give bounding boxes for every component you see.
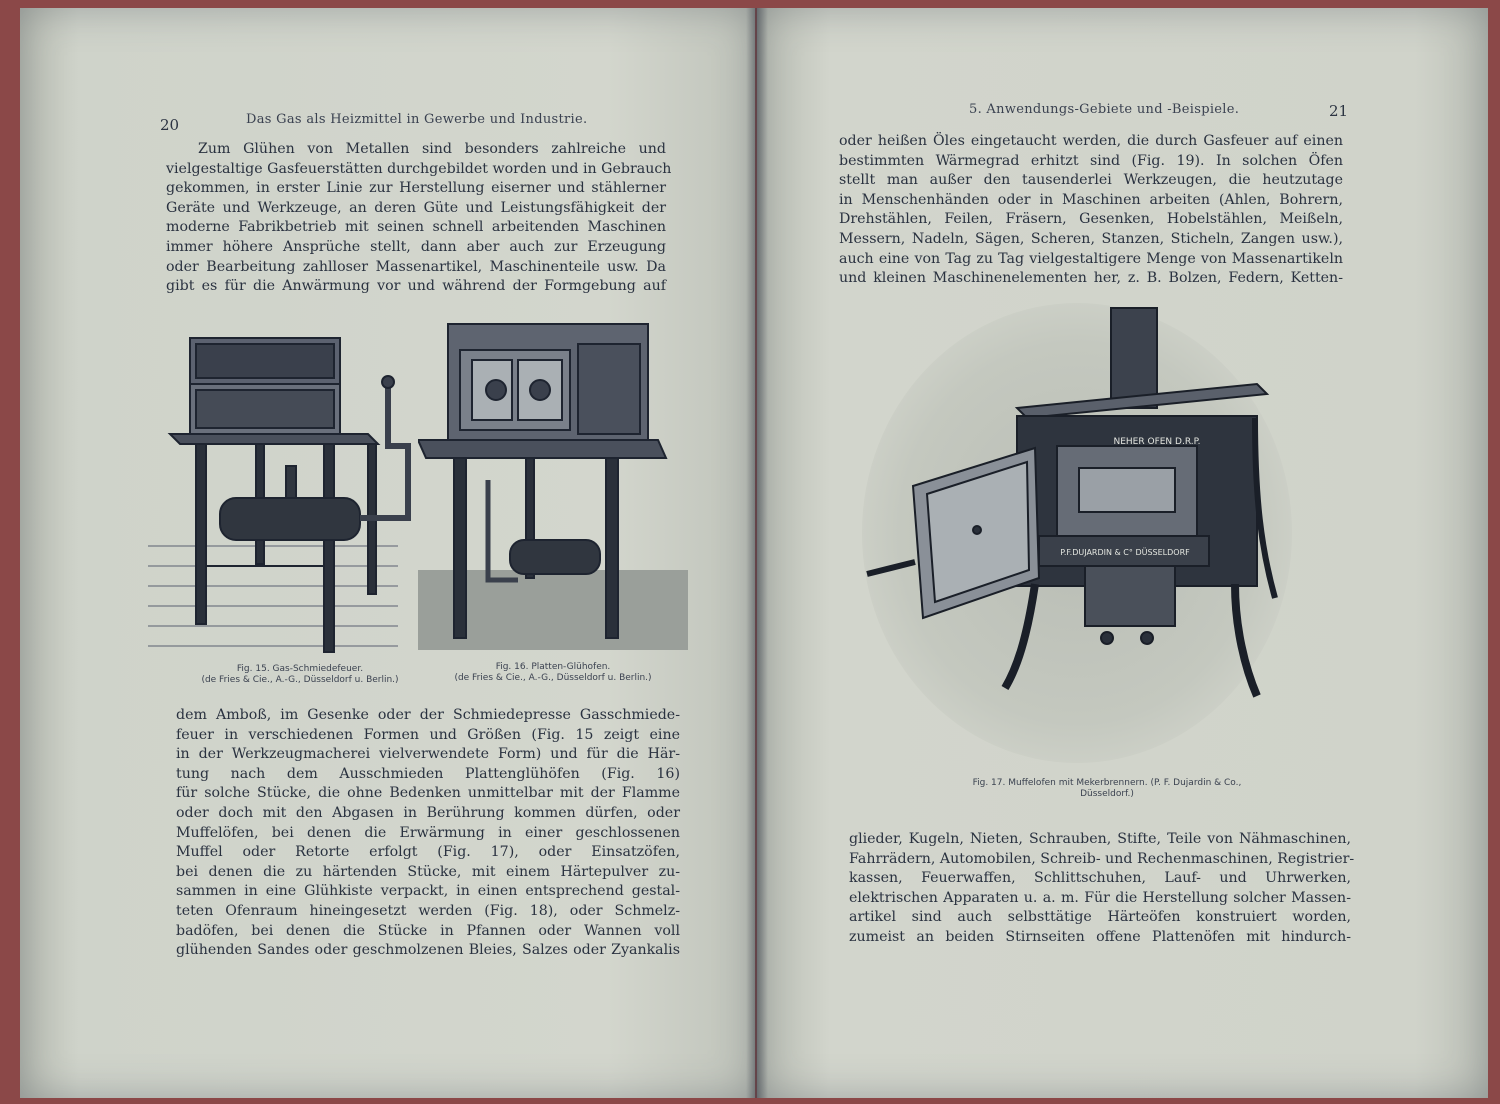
text-line: Fahrrädern, Automobilen, Schreib- und Rechenmaschinen, Registrier- (849, 850, 1355, 867)
text-line: tung nach dem Ausschmieden Plattenglühöfen (Fig. 16) (176, 765, 680, 782)
text-line: glieder, Kugeln, Nieten, Schrauben, Stifte, Teile von Nähmaschinen, (849, 831, 1351, 847)
text-line: oder doch mit den Abgasen in Berührung kommen dürfen, oder (176, 804, 680, 821)
text-line: Zum Glühen von Metallen sind besonders zahlreiche und (198, 141, 666, 157)
open-book (20, 8, 1488, 1098)
figure-16-caption (416, 662, 690, 684)
running-head-right: 5. Anwendungs-Gebiete und -Beispiele. (969, 102, 1240, 117)
caption-line: Düsseldorf.) (1080, 789, 1134, 799)
text-line: oder heißen Öles eingetaucht werden, die durch Gasfeuer auf einen (839, 133, 1343, 149)
text-line: Geräte und Werkzeuge, an deren Güte und Leistungsfähigkeit der (166, 199, 666, 216)
text-line: artikel sind auch selbsttätige Härteöfen konstruiert worden, (849, 909, 1351, 926)
page-number-right: 21 (1329, 102, 1349, 120)
text-line: in der Werkzeugmacherei vielverwendete Form) und für die Här- (176, 746, 680, 763)
text-line: moderne Fabrikbetrieb mit seinen schnell arbeitenden Maschinen (166, 219, 666, 236)
text-line: gekommen, in erster Linie zur Herstellung eiserner und stählerner (166, 180, 666, 197)
caption-line: (de Fries & Cie., A.-G., Düsseldorf u. Berlin.) (454, 673, 652, 683)
text-line: elektrischen Apparaten u. a. m. Für die Herstellung solcher Massen- (849, 889, 1351, 906)
text-line: dem Amboß, im Gesenke oder der Schmiedepresse Gasschmiede- (176, 707, 680, 723)
text-line: zumeist an beiden Stirnseiten offene Plattenöfen mit hindurch- (849, 928, 1351, 945)
right-top-paragraph (839, 132, 1343, 289)
text-line: immer höhere Ansprüche stellt, dann aber auch zur Erzeugung (166, 238, 666, 255)
left-page (20, 8, 755, 1098)
caption-line: (de Fries & Cie., A.-G., Düsseldorf u. Berlin.) (201, 675, 399, 685)
text-line: badöfen, bei denen die Stücke in Pfannen oder Wannen voll (176, 922, 680, 939)
text-line: gibt es für die Anwärmung vor und während der Formgebung auf (166, 278, 666, 295)
text-line: bestimmten Wärmegrad erhitzt sind (Fig. 19). In solchen Öfen (839, 152, 1343, 169)
text-line: teten Ofenraum hineingesetzt werden (Fig. 18), oder Schmelz- (176, 902, 680, 919)
caption-line: Fig. 17. Muffelofen mit Mekerbrennern. (P. F. Dujardin & Co., (972, 778, 1242, 788)
furnace-plate-top: NEHER OFEN D.R.P. (1113, 437, 1201, 447)
text-line: Muffelöfen, bei denen die Erwärmung in einer geschlossenen (176, 824, 680, 841)
furnace-plate-bottom: P.F.DUJARDIN & C° DÜSSELDORF (1060, 548, 1190, 557)
right-bottom-paragraph (849, 830, 1355, 948)
text-line: und kleinen Maschinenelementen her, z. B. Bolzen, Federn, Ketten- (839, 270, 1343, 287)
figure-17-caption (907, 778, 1307, 800)
text-line: glühenden Sandes oder geschmolzenen Bleies, Salzes oder Zyankalis (176, 942, 680, 959)
left-bottom-paragraph (176, 706, 680, 961)
caption-line: Fig. 15. Gas-Schmiedefeuer. (236, 664, 364, 674)
figure-15-caption (180, 664, 420, 686)
text-line: Drehstählen, Feilen, Fräsern, Gesenken, Hobelstählen, Meißeln, (839, 211, 1343, 228)
text-line: Messern, Nadeln, Sägen, Scheren, Stanzen, Sticheln, Zangen usw.), (839, 230, 1343, 247)
text-line: auch eine von Tag zu Tag vielgestaltigere Menge von Massenartikeln (839, 250, 1343, 267)
figure-15-gas-forge (148, 326, 418, 662)
book-gutter (746, 8, 768, 1098)
left-top-paragraph (166, 140, 672, 297)
text-line: vielgestaltige Gasfeuerstätten durchgebildet worden und in Gebrauch (166, 160, 672, 177)
text-line: Muffel oder Retorte erfolgt (Fig. 17), oder Einsatzöfen, (176, 844, 680, 861)
text-line: bei denen die zu härtenden Stücke, mit einem Härtepulver zu- (176, 863, 680, 880)
figure-16-plate-furnace (418, 310, 698, 662)
text-line: kassen, Feuerwaffen, Schlittschuhen, Lauf- und Uhrwerken, (849, 870, 1351, 887)
page-number-left: 20 (160, 116, 180, 134)
text-line: oder Bearbeitung zahlloser Massenartikel, Maschinenteile usw. Da (166, 258, 666, 275)
text-line: feuer in verschiedenen Formen und Größen (Fig. 15 zeigt eine (176, 726, 680, 743)
text-line: stellt man außer den tausenderlei Werkzeugen, die heutzutage (839, 172, 1343, 189)
text-line: in Menschenhänden oder in Maschinen arbeiten (Ahlen, Bohrern, (839, 191, 1343, 208)
figure-17-muffle-furnace (857, 298, 1297, 768)
text-line: sammen in eine Glühkiste verpackt, in einen entsprechend gestal- (176, 883, 680, 900)
caption-line: Fig. 16. Platten-Glühofen. (495, 662, 611, 672)
right-page (757, 8, 1488, 1098)
text-line: für solche Stücke, die ohne Bedenken unmittelbar mit der Flamme (176, 785, 680, 802)
running-head-left: Das Gas als Heizmittel in Gewerbe und Industrie. (246, 112, 588, 127)
